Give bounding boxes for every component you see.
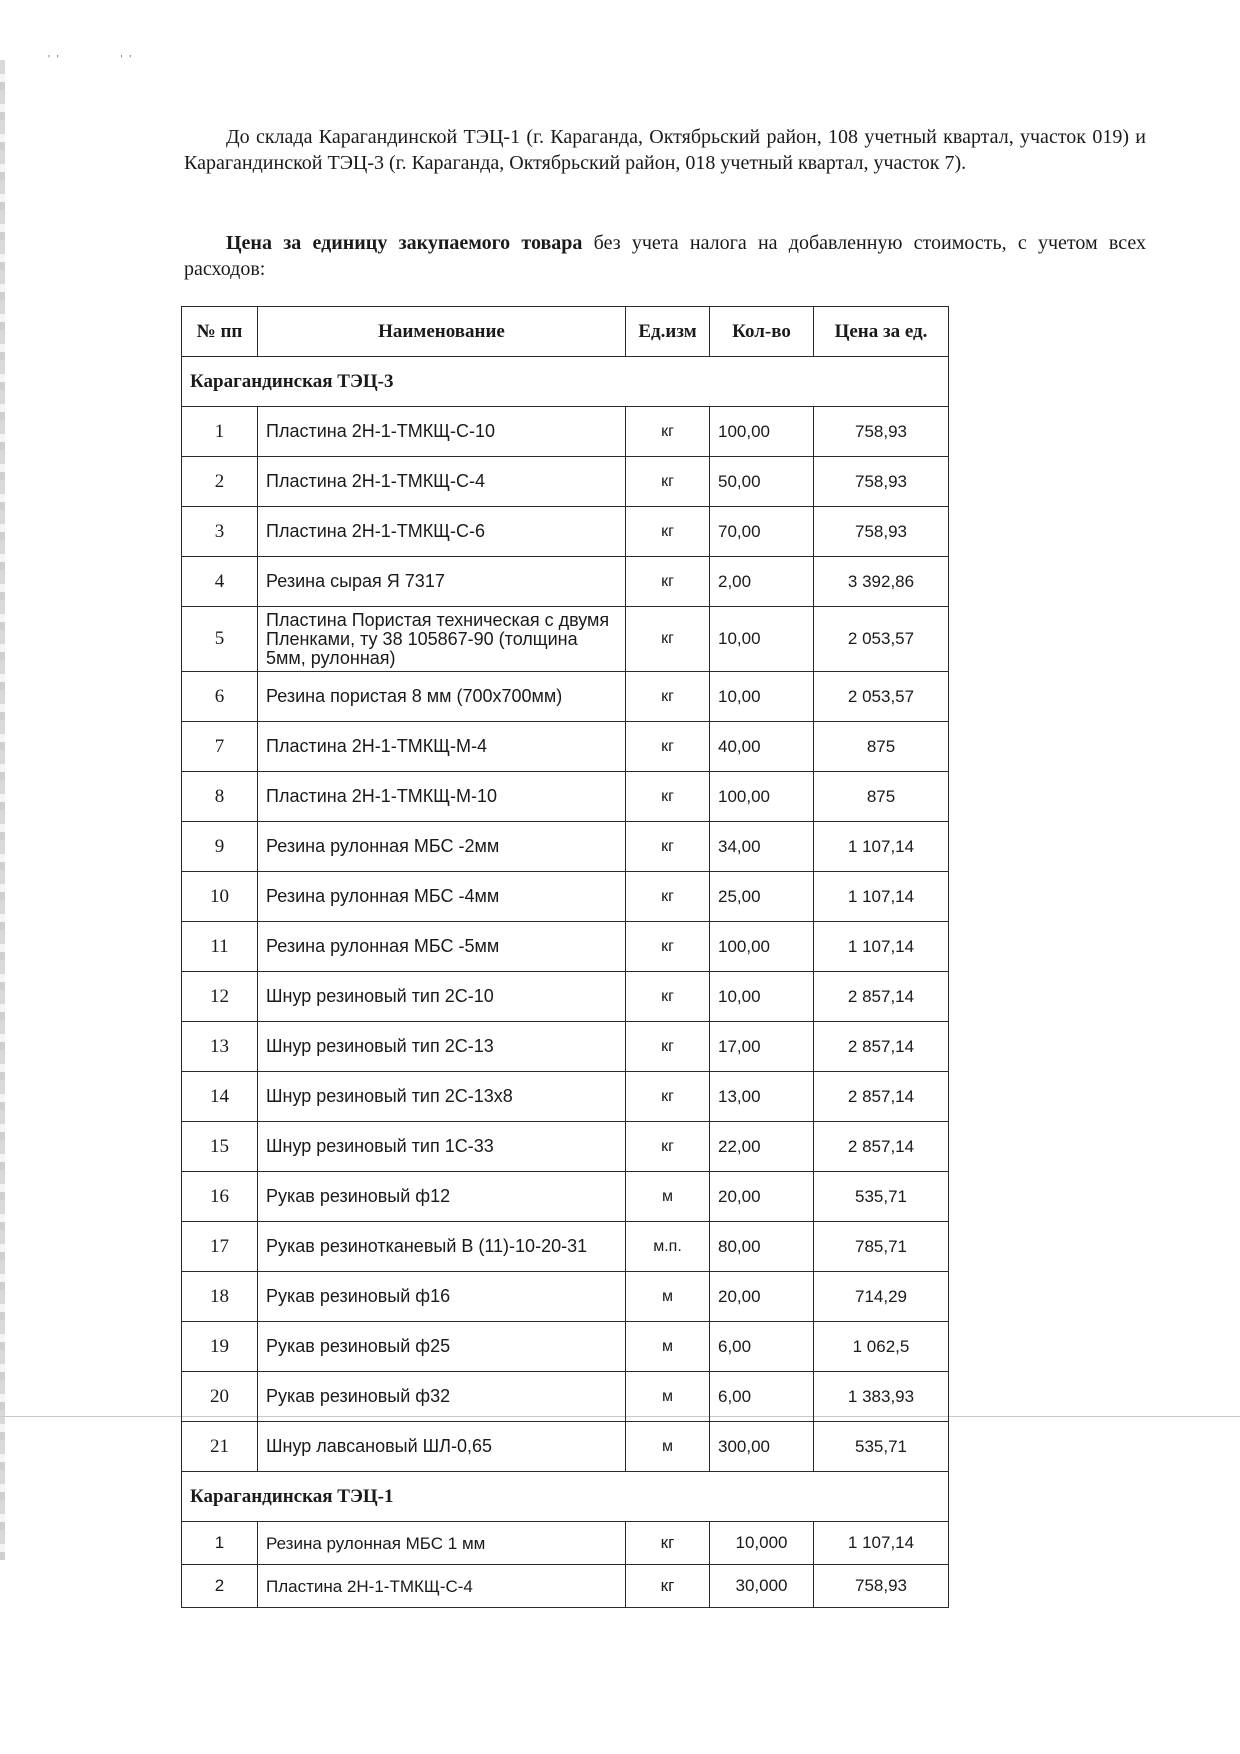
row-number: 12 <box>182 972 258 1022</box>
item-name: Рукав резинотканевый В (11)-10-20-31 <box>258 1222 626 1272</box>
item-price: 785,71 <box>814 1222 949 1272</box>
item-price: 1 107,14 <box>814 1522 949 1565</box>
item-price: 3 392,86 <box>814 557 949 607</box>
header-num: № пп <box>182 307 258 357</box>
table-row <box>182 407 949 457</box>
table-row <box>182 1322 949 1372</box>
item-name: Резина пористая 8 мм (700х700мм) <box>258 672 626 722</box>
table-row <box>182 1372 949 1422</box>
item-unit: кг <box>626 607 710 672</box>
price-paragraph <box>184 230 1146 282</box>
item-price: 758,93 <box>814 507 949 557</box>
row-number: 7 <box>182 722 258 772</box>
item-unit: кг <box>626 772 710 822</box>
item-quantity: 30,000 <box>710 1565 814 1608</box>
item-name: Рукав резиновый ф25 <box>258 1322 626 1372</box>
item-quantity: 100,00 <box>710 772 814 822</box>
item-name: Рукав резиновый ф12 <box>258 1172 626 1222</box>
item-name: Резина рулонная МБС -4мм <box>258 872 626 922</box>
item-quantity: 25,00 <box>710 872 814 922</box>
table-header-row <box>182 307 949 357</box>
item-quantity: 100,00 <box>710 407 814 457</box>
header-name: Наименование <box>258 307 626 357</box>
header-qty: Кол-во <box>710 307 814 357</box>
item-price: 714,29 <box>814 1272 949 1322</box>
row-number: 1 <box>182 1522 258 1565</box>
row-number: 11 <box>182 922 258 972</box>
item-price: 758,93 <box>814 407 949 457</box>
item-unit: кг <box>626 407 710 457</box>
item-unit: м <box>626 1372 710 1422</box>
item-quantity: 40,00 <box>710 722 814 772</box>
row-number: 14 <box>182 1072 258 1122</box>
row-number: 5 <box>182 607 258 672</box>
item-unit: кг <box>626 1565 710 1608</box>
item-price: 535,71 <box>814 1172 949 1222</box>
price-paragraph-rest: без учета налога на добавленную стоимость, с учетом всех расходов: <box>184 232 1146 280</box>
item-unit: кг <box>626 672 710 722</box>
item-price: 2 857,14 <box>814 1022 949 1072</box>
table-row <box>182 1022 949 1072</box>
table-row <box>182 1422 949 1472</box>
scan-edge-artifact <box>0 60 5 1560</box>
row-number: 1 <box>182 407 258 457</box>
table-row <box>182 607 949 672</box>
table-row <box>182 922 949 972</box>
item-price: 1 107,14 <box>814 922 949 972</box>
item-name: Рукав резиновый ф16 <box>258 1272 626 1322</box>
item-unit: м <box>626 1272 710 1322</box>
item-quantity: 10,00 <box>710 607 814 672</box>
row-number: 8 <box>182 772 258 822</box>
item-quantity: 70,00 <box>710 507 814 557</box>
item-quantity: 10,00 <box>710 672 814 722</box>
item-quantity: 50,00 <box>710 457 814 507</box>
header-unit: Ед.изм <box>626 307 710 357</box>
item-unit: м.п. <box>626 1222 710 1272</box>
item-name: Шнур лавсановый ШЛ-0,65 <box>258 1422 626 1472</box>
table-row <box>182 1072 949 1122</box>
item-name: Шнур резиновый тип 2С-13х8 <box>258 1072 626 1122</box>
price-paragraph-bold: Цена за единицу закупаемого товара <box>226 232 583 254</box>
item-price: 2 053,57 <box>814 607 949 672</box>
item-quantity: 10,000 <box>710 1522 814 1565</box>
item-price: 2 857,14 <box>814 1122 949 1172</box>
scan-specks: ' ' ' ' <box>48 54 134 65</box>
row-number: 19 <box>182 1322 258 1372</box>
table-row <box>182 1222 949 1272</box>
item-quantity: 300,00 <box>710 1422 814 1472</box>
item-unit: кг <box>626 1122 710 1172</box>
item-price: 2 857,14 <box>814 972 949 1022</box>
section-title: Карагандинская ТЭЦ-1 <box>182 1472 949 1522</box>
row-number: 4 <box>182 557 258 607</box>
item-unit: кг <box>626 922 710 972</box>
item-quantity: 22,00 <box>710 1122 814 1172</box>
item-price: 1 062,5 <box>814 1322 949 1372</box>
item-price: 875 <box>814 722 949 772</box>
table-row <box>182 1172 949 1222</box>
row-number: 16 <box>182 1172 258 1222</box>
item-price: 1 383,93 <box>814 1372 949 1422</box>
item-name: Пластина Пористая техническая с двумя Пленками, ту 38 105867-90 (толщина 5мм, рулонная) <box>258 607 626 672</box>
item-quantity: 34,00 <box>710 822 814 872</box>
row-number: 15 <box>182 1122 258 1172</box>
item-quantity: 80,00 <box>710 1222 814 1272</box>
item-quantity: 20,00 <box>710 1172 814 1222</box>
item-unit: кг <box>626 1022 710 1072</box>
row-number: 17 <box>182 1222 258 1272</box>
item-price: 1 107,14 <box>814 822 949 872</box>
item-name: Резина сырая Я 7317 <box>258 557 626 607</box>
table-row <box>182 557 949 607</box>
row-number: 13 <box>182 1022 258 1072</box>
section-title: Карагандинская ТЭЦ-3 <box>182 357 949 407</box>
section-row <box>182 1472 949 1522</box>
item-unit: кг <box>626 557 710 607</box>
table-row <box>182 972 949 1022</box>
item-name: Шнур резиновый тип 2С-13 <box>258 1022 626 1072</box>
header-price: Цена за ед. <box>814 307 949 357</box>
item-name: Пластина 2Н-1-ТМКЩ-С-4 <box>258 1565 626 1608</box>
section-row <box>182 357 949 407</box>
item-unit: кг <box>626 457 710 507</box>
row-number: 6 <box>182 672 258 722</box>
item-unit: м <box>626 1172 710 1222</box>
delivery-paragraph: До склада Карагандинской ТЭЦ-1 (г. Караганда, Октябрьский район, 108 учетный квартал, участок 019) и Карагандинской ТЭЦ-3 (г. Караганда, Октябрьский район, 018 учетный квартал, участок 7). <box>184 126 1146 174</box>
table-row <box>182 457 949 507</box>
row-number: 10 <box>182 872 258 922</box>
row-number: 2 <box>182 1565 258 1608</box>
item-name: Шнур резиновый тип 1С-33 <box>258 1122 626 1172</box>
item-unit: кг <box>626 872 710 922</box>
table-row <box>182 722 949 772</box>
table-row <box>182 507 949 557</box>
item-name: Пластина 2Н-1-ТМКЩ-М-10 <box>258 772 626 822</box>
table-row <box>182 872 949 922</box>
item-unit: кг <box>626 507 710 557</box>
item-unit: кг <box>626 1522 710 1565</box>
item-name: Пластина 2Н-1-ТМКЩ-С-6 <box>258 507 626 557</box>
item-quantity: 2,00 <box>710 557 814 607</box>
item-quantity: 17,00 <box>710 1022 814 1072</box>
item-price: 535,71 <box>814 1422 949 1472</box>
row-number: 2 <box>182 457 258 507</box>
item-name: Пластина 2Н-1-ТМКЩ-С-10 <box>258 407 626 457</box>
item-name: Пластина 2Н-1-ТМКЩ-М-4 <box>258 722 626 772</box>
row-number: 9 <box>182 822 258 872</box>
row-number: 18 <box>182 1272 258 1322</box>
item-unit: кг <box>626 972 710 1022</box>
row-number: 20 <box>182 1372 258 1422</box>
item-name: Резина рулонная МБС -2мм <box>258 822 626 872</box>
item-name: Резина рулонная МБС -5мм <box>258 922 626 972</box>
item-unit: кг <box>626 822 710 872</box>
item-quantity: 13,00 <box>710 1072 814 1122</box>
item-price: 2 857,14 <box>814 1072 949 1122</box>
item-unit: м <box>626 1322 710 1372</box>
item-price: 1 107,14 <box>814 872 949 922</box>
row-number: 21 <box>182 1422 258 1472</box>
row-number: 3 <box>182 507 258 557</box>
table-row <box>182 1522 949 1565</box>
item-unit: м <box>626 1422 710 1472</box>
item-unit: кг <box>626 722 710 772</box>
item-price: 758,93 <box>814 1565 949 1608</box>
item-quantity: 10,00 <box>710 972 814 1022</box>
item-name: Шнур резиновый тип 2С-10 <box>258 972 626 1022</box>
item-price: 758,93 <box>814 457 949 507</box>
table-row <box>182 822 949 872</box>
item-name: Рукав резиновый ф32 <box>258 1372 626 1422</box>
item-quantity: 6,00 <box>710 1322 814 1372</box>
item-quantity: 6,00 <box>710 1372 814 1422</box>
table-row <box>182 672 949 722</box>
item-name: Пластина 2Н-1-ТМКЩ-С-4 <box>258 457 626 507</box>
item-price: 875 <box>814 772 949 822</box>
item-unit: кг <box>626 1072 710 1122</box>
table-row <box>182 1122 949 1172</box>
table-row <box>182 1272 949 1322</box>
table-row <box>182 1565 949 1608</box>
item-quantity: 20,00 <box>710 1272 814 1322</box>
item-quantity: 100,00 <box>710 922 814 972</box>
item-name: Резина рулонная МБС 1 мм <box>258 1522 626 1565</box>
table-row <box>182 772 949 822</box>
price-table <box>181 306 949 1608</box>
item-price: 2 053,57 <box>814 672 949 722</box>
